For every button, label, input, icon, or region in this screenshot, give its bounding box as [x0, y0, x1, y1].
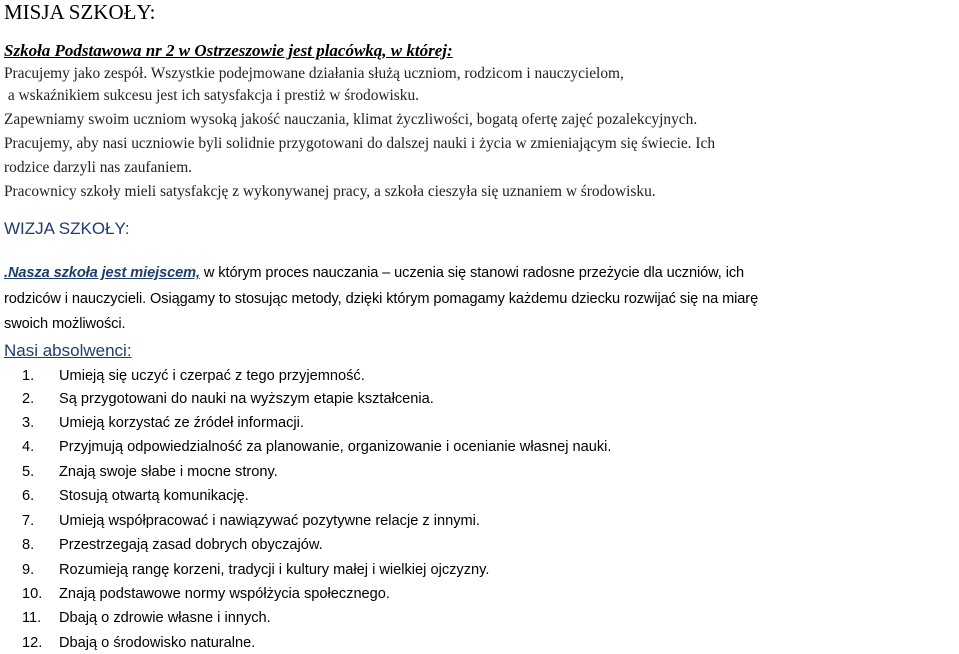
list-text: Umieją korzystać ze źródeł informacji. [59, 415, 304, 431]
list-number: 3. [22, 415, 35, 431]
list-number: 10. [22, 586, 43, 602]
vision-lead: .Nasza szkoła jest miejscem, [4, 265, 200, 281]
mission-intro: Szkoła Podstawowa nr 2 w Ostrzeszowie jest placówką, w której: [4, 41, 453, 60]
list-item [22, 416, 304, 431]
list-text: Rozumieją rangę korzeni, tradycji i kultury małej i wielkiej ojczyzny. [59, 562, 490, 578]
list-item [22, 369, 365, 384]
list-text: Są przygotowani do nauki na wyższym etapie kształcenia. [59, 391, 434, 407]
list-item [22, 514, 480, 529]
list-text: Przyjmują odpowiedzialność za planowanie, organizowanie i ocenianie własnej nauki. [59, 439, 612, 455]
list-number: 1. [22, 368, 35, 384]
list-number: 11. [22, 610, 42, 626]
mission-line: Pracownicy szkoły mieli satysfakcję z wykonywanej pracy, a szkoła cieszyła się uznaniem w środowisku. [4, 183, 656, 200]
mission-line: Pracujemy jako zespół. Wszystkie podejmowane działania służą uczniom, rodzicom i nauczycielom, [4, 65, 624, 82]
list-number: 8. [22, 537, 35, 553]
mission-line: Pracujemy, aby nasi uczniowie byli solidnie przygotowani do dalszej nauki i życia w zmieniającym się świecie. Ich [4, 135, 716, 152]
list-text: Przestrzegają zasad dobrych obyczajów. [59, 537, 323, 553]
list-text: Stosują otwartą komunikację. [59, 488, 249, 504]
list-item [22, 465, 278, 480]
vision-paragraph-line: swoich możliwości. [4, 316, 126, 332]
list-number: 9. [22, 562, 35, 578]
list-item [22, 489, 249, 504]
list-text: Umieją współpracować i nawiązywać pozytywne relacje z innymi. [59, 513, 480, 529]
list-item [22, 636, 255, 651]
mission-line: Zapewniamy swoim uczniom wysoką jakość nauczania, klimat życzliwości, bogatą ofertę zajęć pozalekcyjnych. [4, 111, 698, 128]
list-number: 5. [22, 464, 35, 480]
list-text: Dbają o zdrowie własne i innych. [59, 610, 271, 626]
list-text: Znają swoje słabe i mocne strony. [59, 464, 278, 480]
list-number: 7. [22, 513, 35, 529]
list-text: Znają podstawowe normy współżycia społecznego. [59, 586, 390, 602]
vision-title: WIZJA SZKOŁY: [4, 219, 130, 238]
vision-line1-rest: w którym proces nauczania – uczenia się stanowi radosne przeżycie dla uczniów, ich [199, 265, 745, 281]
mission-line: a wskaźnikiem sukcesu jest ich satysfakcja i prestiż w środowisku. [4, 87, 420, 104]
list-item [22, 587, 390, 602]
list-number: 4. [22, 439, 35, 455]
list-number: 2. [22, 391, 35, 407]
vision-paragraph-line [4, 266, 744, 281]
list-item [22, 392, 434, 407]
mission-line: rodzice darzyli nas zaufaniem. [4, 159, 193, 176]
list-text: Dbają o środowisko naturalne. [59, 635, 256, 651]
list-number: 6. [22, 488, 35, 504]
list-item [22, 538, 323, 553]
mission-title: MISJA SZKOŁY: [4, 0, 156, 24]
graduates-title: Nasi absolwenci: [4, 341, 132, 360]
vision-paragraph-line: rodziców i nauczycieli. Osiągamy to stosując metody, dzięki którym pomagamy każdemu dziecku rozwijać się na miarę [4, 291, 759, 307]
list-item [22, 611, 271, 626]
list-item [22, 563, 489, 578]
list-text: Umieją się uczyć i czerpać z tego przyjemność. [59, 368, 365, 384]
list-item [22, 440, 611, 455]
list-number: 12. [22, 635, 43, 651]
